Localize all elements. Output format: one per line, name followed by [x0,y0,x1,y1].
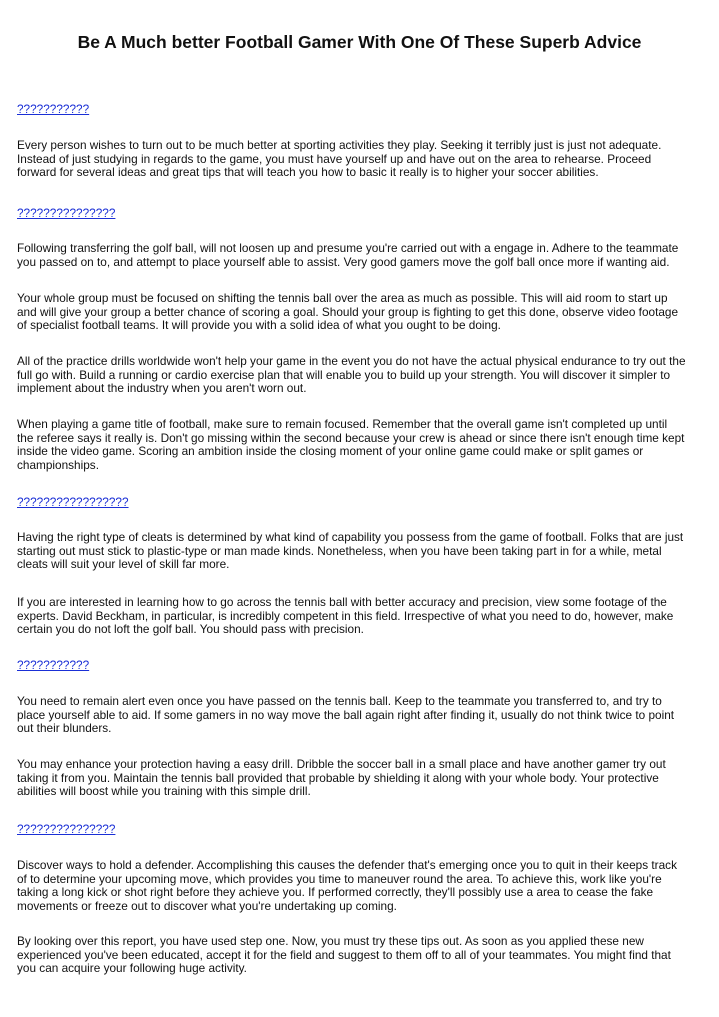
paragraph [17,355,707,396]
paragraph [17,935,707,976]
paragraph-line: forward for several ideas and great tips that will teach you how to basic it really is to higher your soccer abilities. [17,165,599,180]
section-link[interactable]: ??????????? [17,102,90,116]
paragraph-line: starting out must stick to plastic-type or man made kinds. Nonetheless, when you have been taking part in for a while, metal [17,543,662,558]
paragraph-line: of specialist football teams. It will provide you with a solid idea of what you ought to be doing. [17,318,501,333]
paragraph-line: Every person wishes to turn out to be much better at sporting activities they play. Seeking it terribly just is just not adequate. [17,138,662,152]
paragraph-line: certain you do not loft the golf ball. You should pass with precision. [17,622,364,637]
paragraph-line: If you are interested in learning how to go across the tennis ball with better accuracy and precision, view some footage of the [17,595,667,609]
paragraph-line: Instead of just studying in regards to the game, you must have yourself up and have out on the area to rehearse. Proceed [17,151,652,166]
section-link[interactable]: ??????????????? [17,822,116,836]
paragraph-line: experts. David Beckham, in particular, is incredibly competent in this field. Irrespective of what you need to do, however, make [17,608,674,623]
paragraph-line: you passed on to, and attempt to place yourself able to assist. Very good gamers move the golf ball once more if wanting aid. [17,254,670,269]
paragraph-line: taking it from you. Maintain the tennis ball provided that probable by shielding it along with your whole body. Your protective [17,770,659,785]
paragraph-line: movements or freeze out to discover what you're undertaking up coming. [17,898,397,913]
paragraph-line: Following transferring the golf ball, will not loosen up and presume you're carried out with a engage in. Adhere to the teammate [17,241,679,255]
page-title: Be A Much better Football Gamer With One Of These Superb Advice [77,32,642,52]
paragraph [17,758,707,799]
paragraph-line: and will give your group a better chance of scoring a goal. Should your group is fighting to get this done, observe video footage [17,304,679,319]
section-link[interactable]: ??????????????? [17,206,116,220]
section-link[interactable]: ??????????? [17,658,90,672]
paragraph-line: full go with. Build a running or cardio exercise plan that will enable you to build up your strength. You will discover it simpler to [17,367,671,382]
paragraph-line: All of the practice drills worldwide won't help your game in the event you do not have the actual physical endurance to try out the [17,354,686,368]
paragraph-line: championships. [17,457,99,472]
paragraph-line: abilities will boost while you training with this simple drill. [17,784,311,799]
paragraph-line: implement about the industry when you aren't worn out. [17,381,307,396]
paragraph [17,531,707,572]
paragraph [17,418,707,472]
paragraph-line: You need to remain alert even once you have passed on the tennis ball. Keep to the teammate you transferred to, and try to [17,694,662,708]
paragraph-line: out their blunders. [17,721,112,736]
paragraph-line: Discover ways to hold a defender. Accomplishing this causes the defender that's emerging once you to quit in their keeps track [17,858,677,872]
paragraph [17,596,707,637]
paragraph-line: experienced you've been educated, accept it for the field and suggest to them off to all of your teammates. You might find that [17,947,671,962]
section-link[interactable]: ????????????????? [17,495,129,509]
paragraph-line: Having the right type of cleats is determined by what kind of capability you possess from the game of football. Folks that are just [17,530,684,544]
paragraph [17,859,707,913]
paragraph-line: the referee says it really is. Don't go missing within the second because your crew is ahead or since there isn't enough time kept [17,430,685,445]
paragraph-line: inside the video game. Scoring an ambition inside the closing moment of your online game could make or split games or [17,444,644,459]
paragraph-line: place yourself able to aid. If some gamers in no way move the ball again right after finding it, usually do not think twice to point [17,707,675,722]
paragraph-line: of to determine your upcoming move, which provides you time to maneuver round the area. To achieve this, work like you're [17,871,662,886]
paragraph-line: When playing a game title of football, make sure to remain focused. Remember that the overall game isn't completed up until [17,417,668,431]
paragraph [17,292,707,333]
paragraph-line: Your whole group must be focused on shifting the tennis ball over the area as much as possible. This will aid room to start up [17,291,668,305]
paragraph [17,139,707,180]
paragraph-line: You may enhance your protection having a easy drill. Dribble the soccer ball in a small place and have another gamer try out [17,757,666,771]
paragraph [17,695,707,736]
paragraph-line: you can acquire your following huge activity. [17,961,247,976]
paragraph-line: cleats will suit your level of skill far more. [17,557,230,572]
paragraph-line: By looking over this report, you have used step one. Now, you must try these tips out. As soon as you applied these new [17,934,644,948]
paragraph-line: taking a long kick or shot right before they achieve you. If performed correctly, they'll possibly use a area to cease the fake [17,885,654,900]
paragraph [17,242,707,269]
